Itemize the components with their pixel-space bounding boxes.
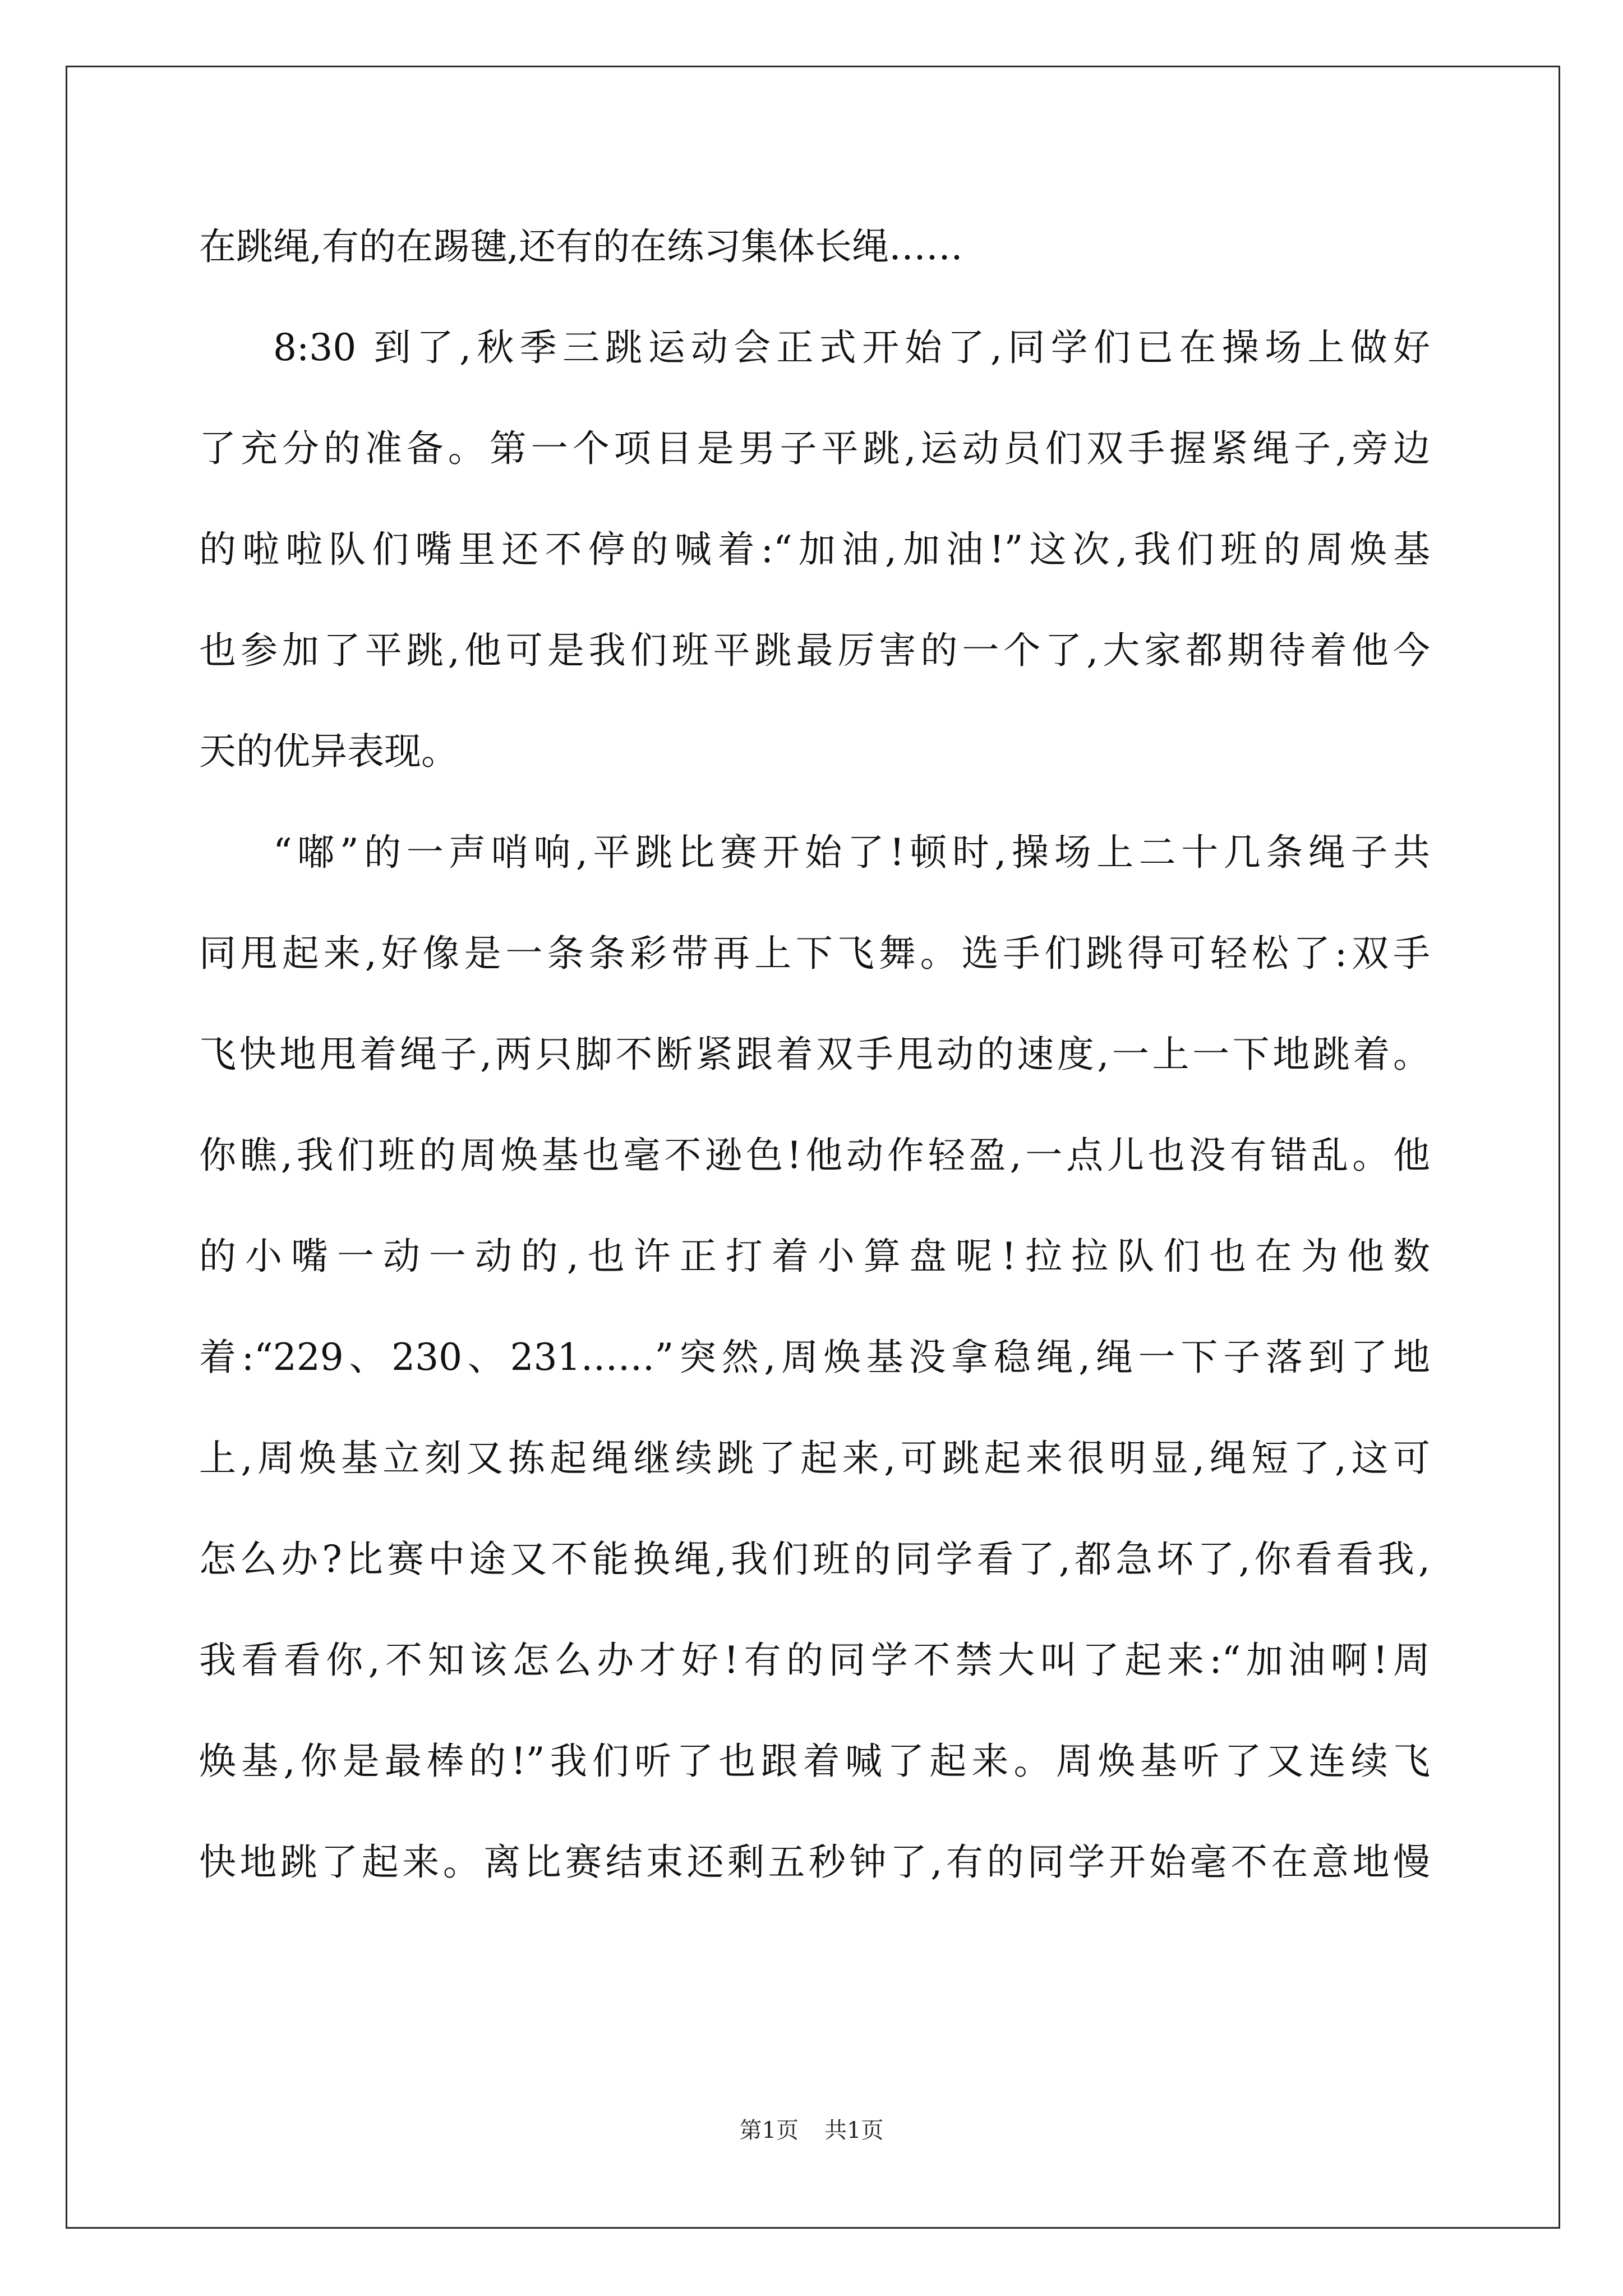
text-line: 我看看你,不知该怎么办才好!有的同学不禁大叫了起来:“加油啊!周	[199, 1639, 1430, 1682]
text-line: 怎么办?比赛中途又不能换绳,我们班的同学看了,都急坏了,你看看我,	[199, 1538, 1430, 1581]
text-line: 的小嘴一动一动的,也许正打着小算盘呢!拉拉队们也在为他数	[199, 1235, 1430, 1278]
text-line: 着:“229、230、231……”突然,周焕基没拿稳绳,绳一下子落到了地	[199, 1336, 1430, 1379]
text-line: 上,周焕基立刻又拣起绳继续跳了起来,可跳起来很明显,绳短了,这可	[199, 1437, 1430, 1480]
text-line: 也参加了平跳,他可是我们班平跳最厉害的一个了,大家都期待着他今	[199, 629, 1430, 672]
text-line: 的啦啦队们嘴里还不停的喊着:“加油,加油!”这次,我们班的周焕基	[199, 528, 1430, 571]
text-line: 在跳绳,有的在踢毽,还有的在练习集体长绳……	[199, 225, 963, 268]
text-line: “嘟”的一声哨响,平跳比赛开始了!顿时,操场上二十几条绳子共	[273, 831, 1430, 874]
page-total: 共1页	[824, 2118, 884, 2143]
text-line: 了充分的准备。第一个项目是男子平跳,运动员们双手握紧绳子,旁边	[199, 427, 1430, 470]
text-line: 8:30 到了,秋季三跳运动会正式开始了,同学们已在操场上做好	[273, 326, 1430, 369]
text-line: 你瞧,我们班的周焕基也毫不逊色!他动作轻盈,一点儿也没有错乱。他	[199, 1134, 1430, 1177]
text-line: 快地跳了起来。离比赛结束还剩五秒钟了,有的同学开始毫不在意地慢	[199, 1841, 1430, 1884]
text-line: 飞快地甩着绳子,两只脚不断紧跟着双手甩动的速度,一上一下地跳着。	[199, 1033, 1430, 1076]
text-line: 天的优异表现。	[199, 730, 458, 773]
text-line: 焕基,你是最棒的!”我们听了也跟着喊了起来。周焕基听了又连续飞	[199, 1740, 1430, 1783]
page-number: 第1页	[739, 2118, 799, 2143]
page-footer	[0, 2116, 1623, 2145]
text-line: 同甩起来,好像是一条条彩带再上下飞舞。选手们跳得可轻松了:双手	[199, 932, 1430, 975]
